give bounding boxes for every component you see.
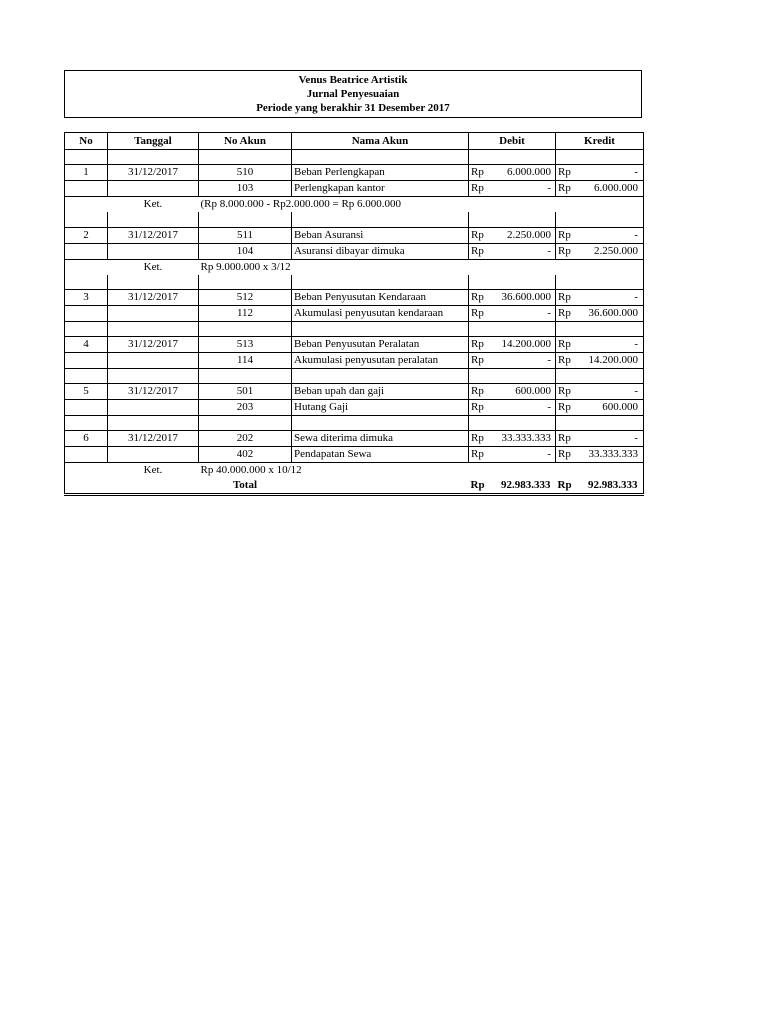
amount-value: 36.600.000 — [501, 291, 551, 303]
total-row — [65, 478, 644, 495]
entry-number: 1 — [65, 165, 108, 181]
amount-value: 14.200.000 — [501, 338, 551, 350]
account-number: 104 — [199, 243, 292, 259]
period-label: Periode yang berakhir 31 Desember 2017 — [256, 102, 450, 114]
amount-value: - — [547, 244, 551, 257]
amount-value: 600.000 — [515, 385, 551, 397]
col-header-no-akun: No Akun — [199, 133, 292, 150]
account-name: Akumulasi penyusutan peralatan — [292, 353, 469, 369]
debit-cell — [469, 306, 556, 322]
currency-label: Rp — [558, 338, 571, 350]
entry-date — [108, 181, 199, 197]
entry-number — [65, 243, 108, 259]
kredit-cell — [556, 165, 644, 181]
note-row — [65, 463, 644, 479]
entry-number: 3 — [65, 290, 108, 306]
currency-label: Rp — [558, 385, 571, 397]
amount-value: - — [634, 432, 638, 444]
note-row — [65, 197, 644, 213]
amount-value: 36.600.000 — [588, 307, 638, 319]
account-number: 112 — [199, 306, 292, 322]
journal-line-row — [65, 431, 644, 447]
account-name: Akumulasi penyusutan kendaraan — [292, 306, 469, 322]
amount-value: 6.000.000 — [594, 182, 638, 194]
amount-value: 92.983.333 — [588, 479, 638, 491]
account-name: Beban Penyusutan Peralatan — [292, 337, 469, 353]
account-name: Sewa diterima dimuka — [292, 431, 469, 447]
col-header-kredit: Kredit — [556, 133, 644, 150]
journal-table — [64, 132, 644, 496]
amount-value: 14.200.000 — [588, 354, 638, 366]
debit-cell — [469, 165, 556, 181]
entry-date: 31/12/2017 — [108, 384, 199, 400]
document-title: Jurnal Penyesuaian — [306, 88, 400, 100]
account-number: 513 — [199, 337, 292, 353]
debit-cell — [469, 181, 556, 197]
entry-date — [108, 306, 199, 322]
kredit-cell — [556, 447, 644, 463]
currency-label: Rp — [558, 401, 571, 413]
amount-value: - — [547, 354, 551, 366]
total-label: Total — [199, 478, 292, 495]
kredit-cell — [556, 227, 644, 243]
journal-line-row — [65, 353, 644, 369]
amount-value: - — [634, 166, 638, 178]
note-label: Ket. — [143, 464, 163, 476]
col-header-no: No — [65, 133, 108, 150]
entry-number: 6 — [65, 431, 108, 447]
account-number: 103 — [199, 181, 292, 197]
journal-line-row — [65, 181, 644, 197]
debit-cell — [469, 243, 556, 259]
note-text: (Rp 8.000.000 - Rp2.000.000 = Rp 6.000.000 — [199, 197, 644, 213]
journal-line-row — [65, 165, 644, 181]
spacer-row — [65, 369, 644, 384]
journal-line-row — [65, 227, 644, 243]
amount-value: - — [547, 401, 551, 413]
entry-number: 4 — [65, 337, 108, 353]
account-number: 202 — [199, 431, 292, 447]
account-name: Beban Penyusutan Kendaraan — [292, 290, 469, 306]
entry-date: 31/12/2017 — [108, 337, 199, 353]
spacer-row — [65, 416, 644, 431]
amount-value: - — [547, 182, 551, 194]
debit-cell — [469, 447, 556, 463]
currency-label: Rp — [558, 307, 571, 319]
account-name: Hutang Gaji — [292, 400, 469, 416]
currency-label: Rp — [470, 479, 485, 491]
kredit-cell — [556, 306, 644, 322]
col-header-nama-akun: Nama Akun — [292, 133, 469, 150]
note-text: Rp 40.000.000 x 10/12 — [199, 463, 644, 479]
account-number: 511 — [199, 227, 292, 243]
col-header-tanggal: Tanggal — [108, 133, 199, 150]
account-name: Beban upah dan gaji — [292, 384, 469, 400]
kredit-cell — [556, 337, 644, 353]
account-number: 510 — [199, 165, 292, 181]
kredit-cell — [556, 353, 644, 369]
debit-cell — [469, 431, 556, 447]
currency-label: Rp — [558, 291, 571, 303]
entry-number — [65, 306, 108, 322]
entry-number — [65, 353, 108, 369]
currency-label: Rp — [558, 244, 571, 257]
total-debit — [469, 478, 556, 495]
entry-date: 31/12/2017 — [108, 290, 199, 306]
debit-cell — [469, 227, 556, 243]
note-row — [65, 259, 644, 275]
journal-line-row — [65, 384, 644, 400]
amount-value: - — [634, 228, 638, 241]
entry-number — [65, 181, 108, 197]
entry-number: 2 — [65, 227, 108, 243]
currency-label: Rp — [471, 228, 484, 241]
spacer-row — [65, 150, 644, 165]
amount-value: 2.250.000 — [507, 228, 551, 241]
currency-label: Rp — [557, 479, 572, 491]
journal-line-row — [65, 243, 644, 259]
currency-label: Rp — [558, 166, 571, 178]
account-name: Pendapatan Sewa — [292, 447, 469, 463]
note-label: Ket. — [143, 198, 163, 210]
company-name: Venus Beatrice Artistik — [298, 74, 408, 86]
account-name: Beban Asuransi — [292, 227, 469, 243]
amount-value: 92.983.333 — [501, 479, 551, 491]
table-header-row — [65, 133, 644, 150]
entry-number — [65, 400, 108, 416]
amount-value: - — [634, 385, 638, 397]
currency-label: Rp — [471, 291, 484, 303]
kredit-cell — [556, 181, 644, 197]
currency-label: Rp — [558, 448, 571, 460]
journal-line-row — [65, 337, 644, 353]
currency-label: Rp — [471, 432, 484, 444]
entry-date — [108, 400, 199, 416]
debit-cell — [469, 290, 556, 306]
currency-label: Rp — [471, 448, 484, 460]
account-name: Beban Perlengkapan — [292, 165, 469, 181]
kredit-cell — [556, 384, 644, 400]
note-label: Ket. — [143, 260, 163, 273]
currency-label: Rp — [558, 354, 571, 366]
currency-label: Rp — [558, 182, 571, 194]
amount-value: 33.333.333 — [588, 448, 638, 460]
debit-cell — [469, 337, 556, 353]
account-number: 512 — [199, 290, 292, 306]
entry-number: 5 — [65, 384, 108, 400]
currency-label: Rp — [471, 244, 484, 257]
entry-date: 31/12/2017 — [108, 165, 199, 181]
amount-value: 33.333.333 — [501, 432, 551, 444]
currency-label: Rp — [471, 307, 484, 319]
journal-line-row — [65, 447, 644, 463]
journal-line-row — [65, 290, 644, 306]
account-name: Perlengkapan kantor — [292, 181, 469, 197]
currency-label: Rp — [558, 228, 571, 241]
col-header-debit: Debit — [469, 133, 556, 150]
kredit-cell — [556, 290, 644, 306]
entry-number — [65, 447, 108, 463]
entry-date: 31/12/2017 — [108, 431, 199, 447]
currency-label: Rp — [471, 354, 484, 366]
kredit-cell — [556, 431, 644, 447]
entry-date — [108, 353, 199, 369]
amount-value: - — [634, 291, 638, 303]
amount-value: - — [547, 448, 551, 460]
currency-label: Rp — [471, 401, 484, 413]
account-name: Asuransi dibayar dimuka — [292, 243, 469, 259]
kredit-cell — [556, 243, 644, 259]
currency-label: Rp — [471, 385, 484, 397]
account-number: 402 — [199, 447, 292, 463]
spacer-row — [65, 322, 644, 337]
entry-date: 31/12/2017 — [108, 227, 199, 243]
account-number: 501 — [199, 384, 292, 400]
kredit-cell — [556, 400, 644, 416]
account-number: 203 — [199, 400, 292, 416]
amount-value: - — [547, 307, 551, 319]
journal-line-row — [65, 400, 644, 416]
entry-date — [108, 447, 199, 463]
debit-cell — [469, 400, 556, 416]
journal-title-box — [64, 70, 642, 118]
spacer-row — [65, 212, 644, 227]
journal-body — [65, 150, 644, 495]
currency-label: Rp — [558, 432, 571, 444]
amount-value: - — [634, 338, 638, 350]
debit-cell — [469, 353, 556, 369]
journal-line-row — [65, 306, 644, 322]
amount-value: 6.000.000 — [507, 166, 551, 178]
amount-value: 600.000 — [602, 401, 638, 413]
currency-label: Rp — [471, 182, 484, 194]
entry-date — [108, 243, 199, 259]
currency-label: Rp — [471, 166, 484, 178]
note-text: Rp 9.000.000 x 3/12 — [199, 259, 644, 275]
account-number: 114 — [199, 353, 292, 369]
amount-value: 2.250.000 — [594, 244, 638, 257]
total-kredit — [556, 478, 644, 495]
currency-label: Rp — [471, 338, 484, 350]
debit-cell — [469, 384, 556, 400]
spacer-row — [65, 275, 644, 290]
